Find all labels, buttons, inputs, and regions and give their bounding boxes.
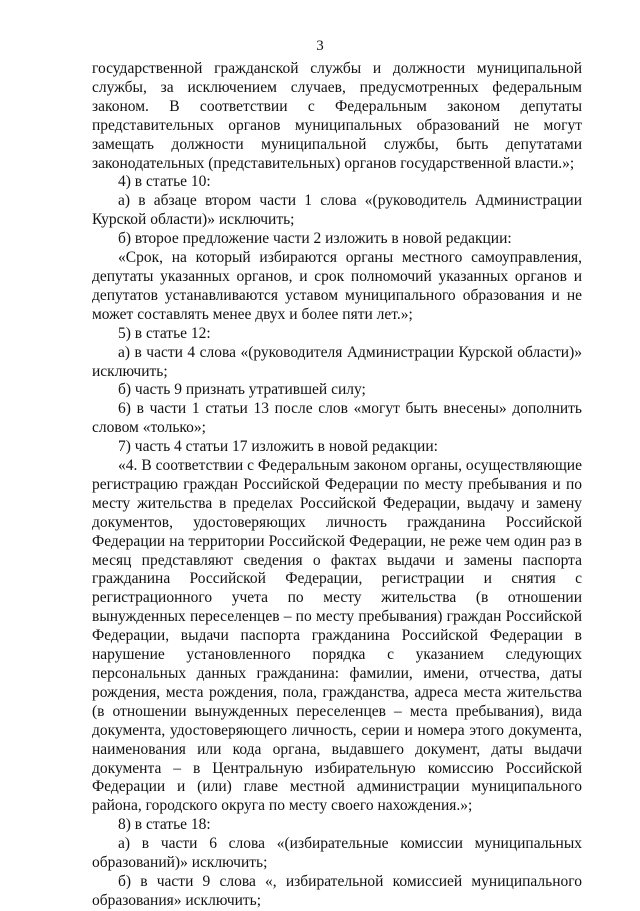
paragraph-item-8b: б) в части 9 слова «, избирательной комиссией муниципального образования» исключить; bbox=[92, 872, 582, 909]
paragraph-item-5b: б) часть 9 признать утратившей силу; bbox=[118, 381, 366, 399]
document-body bbox=[92, 60, 582, 911]
paragraph-item-8: 8) в статье 18: bbox=[118, 816, 211, 834]
paragraph-quote-part-4: «4. В соответствии с Федеральным законом органы, осуществляющие регистрацию граждан Российской Федерации по месту пребывания и по месту жительства в пределах Российской Федерации, выдачу и замену документов, удостоверяющих личность гражданина Российской Федерации на территории Российской Федерации, не реже чем один раз в месяц представляют сведения о фактах выдачи и замены паспорта гражданина Российской Федерации, регистрации и снятия с регистрационного учета по месту жительства (в отношении вынужденных переселенцев – по месту пребывания) граждан Российской Федерации, выдачи паспорта гражданина Российской Федерации в нарушение установленного порядка с указанием следующих персональных данных гражданина: фамилии, имени, отчества, даты рождения, места рождения, пола, гражданства, адреса места жительства (в отношении вынужденных переселенцев – места пребывания), вида документа, удостоверяющего личность, серии и номера этого документа, наименования или кода органа, выдавшего документ, даты выдачи документа – в Центральную избирательную комиссию Российской Федерации и (или) главе местной администрации муниципального района, городского округа по месту своего нахождения.»; bbox=[92, 457, 582, 815]
paragraph-item-4b: б) второе предложение части 2 изложить в новой редакции: bbox=[118, 230, 512, 248]
page-number: 3 bbox=[316, 38, 324, 54]
paragraph-item-4a: а) в абзаце втором части 1 слова «(руководитель Администрации Курской области)» исключить; bbox=[92, 192, 582, 229]
paragraph-item-5a: а) в части 4 слова «(руководителя Администрации Курской области)» исключить; bbox=[92, 343, 582, 380]
paragraph-continuation: государственной гражданской службы и должности муниципальной службы, за исключением случаев, предусмотренных федеральным законом. В соответствии с Федеральным законом депутаты представительных органов муниципальных образований не могут замещать должности муниципальной службы, быть депутатами законодательных (представительных) органов государственной власти.»; bbox=[92, 60, 582, 172]
paragraph-item-4: 4) в статье 10: bbox=[118, 173, 211, 191]
paragraph-item-5: 5) в статье 12: bbox=[118, 324, 211, 342]
paragraph-item-8a: а) в части 6 слова «(избирательные комиссии муниципальных образований)» исключить; bbox=[92, 835, 582, 872]
paragraph-quote-term: «Срок, на который избираются органы местного самоуправления, депутаты указанных органов, и срок полномочий указанных органов и депутатов устанавливаются уставом муниципального образования и не может составлять менее двух и более пяти лет.»; bbox=[92, 249, 582, 323]
paragraph-item-6: 6) в части 1 статьи 13 после слов «могут быть внесены» дополнить словом «только»; bbox=[92, 400, 582, 437]
paragraph-item-7: 7) часть 4 статьи 17 изложить в новой редакции: bbox=[118, 438, 438, 456]
